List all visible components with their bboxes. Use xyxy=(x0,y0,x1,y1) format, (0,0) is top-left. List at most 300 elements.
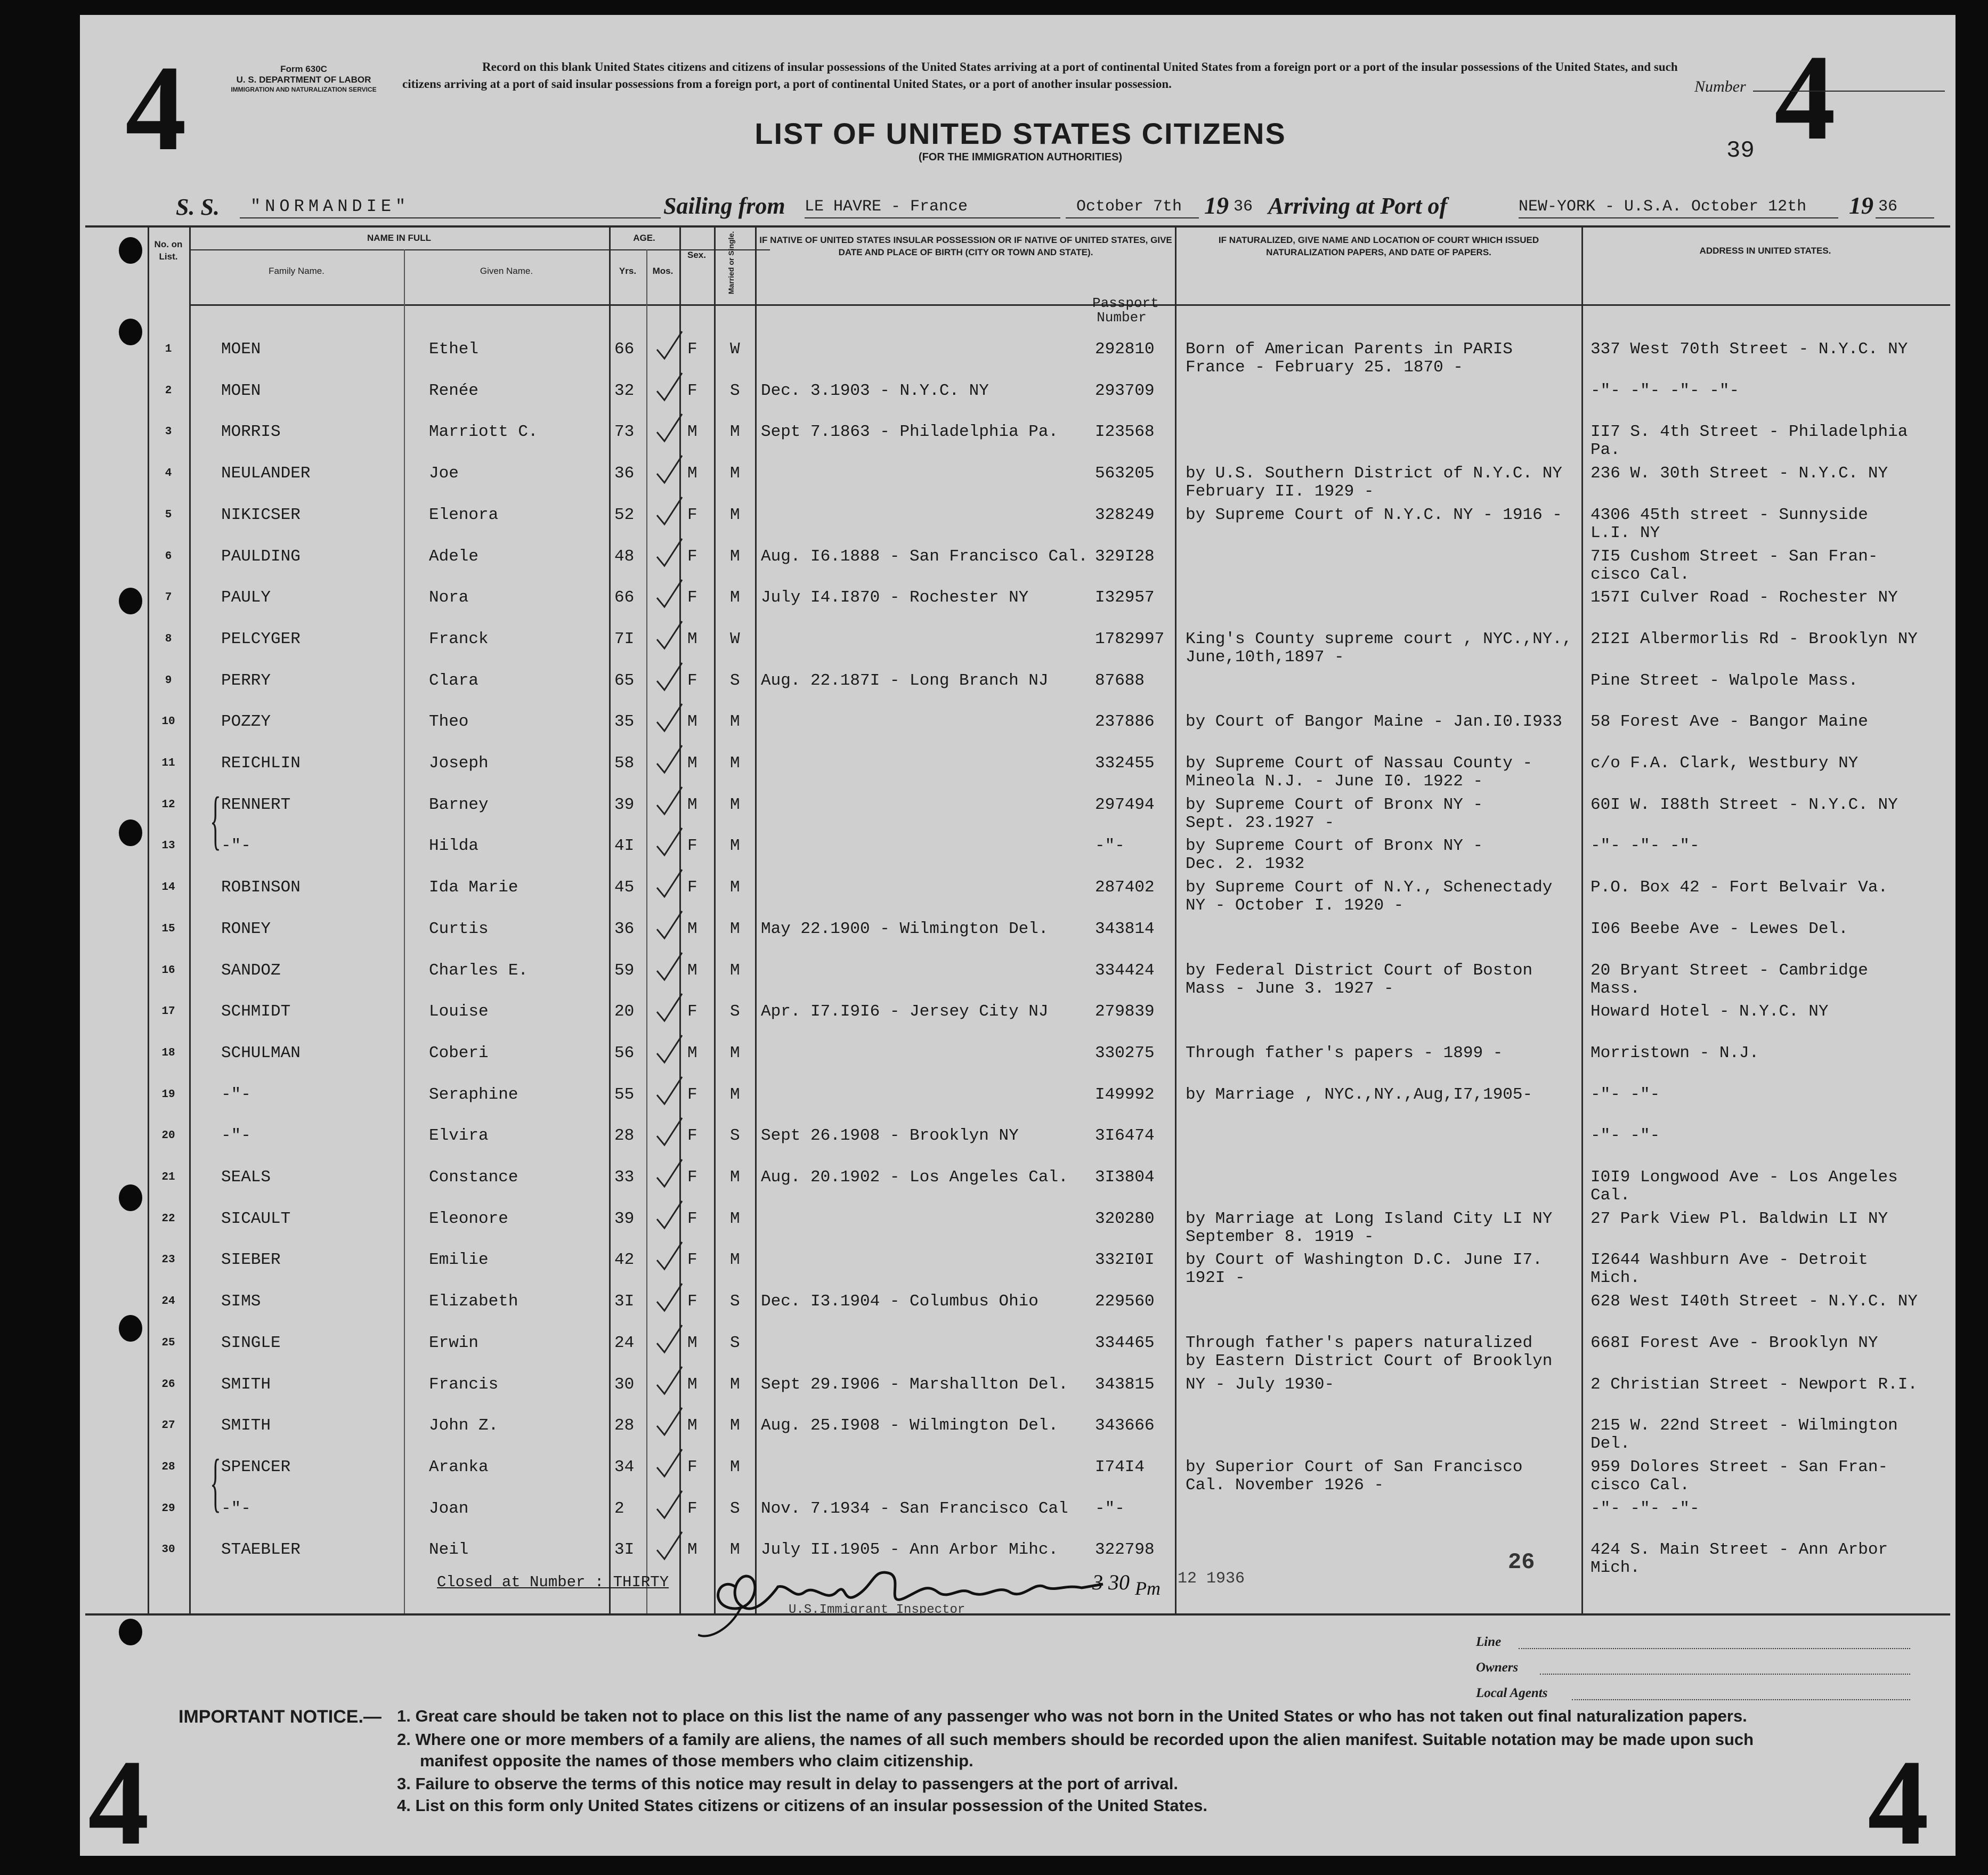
age-years: 28 xyxy=(614,1126,635,1146)
given-name: Marriott C. xyxy=(429,423,538,442)
address-line-1: 58 Forest Ave - Bangor Maine xyxy=(1591,712,1868,732)
sex: F xyxy=(687,1499,697,1518)
family-name: -"- xyxy=(221,1499,251,1518)
marital-status: S xyxy=(730,1292,740,1311)
family-name: MORRIS xyxy=(221,423,281,442)
address-line-1: 337 West 70th Street - N.Y.C. NY xyxy=(1591,340,1908,359)
family-name: RENNERT xyxy=(221,795,291,814)
naturalization-line-2: France - February 25. 1870 - xyxy=(1186,358,1463,377)
header-sex: Sex. xyxy=(687,250,706,260)
row-number: 28 xyxy=(161,1460,175,1473)
header-mos: Mos. xyxy=(652,266,674,276)
age-years: 30 xyxy=(614,1375,635,1394)
check-mark-icon xyxy=(653,1489,685,1521)
passport-number: 334424 xyxy=(1095,961,1155,980)
given-name: Charles E. xyxy=(429,961,529,980)
sex: M xyxy=(687,1043,697,1062)
birth-info: Aug. 20.1902 - Los Angeles Cal. xyxy=(761,1168,1068,1187)
marital-status: W xyxy=(730,340,740,359)
sex: M xyxy=(687,1540,697,1560)
naturalization-line-2: September 8. 1919 - xyxy=(1186,1227,1374,1246)
family-name: -"- xyxy=(221,1126,251,1146)
check-mark-icon xyxy=(653,867,685,899)
marital-status: M xyxy=(730,464,740,483)
header-address: ADDRESS IN UNITED STATES. xyxy=(1699,246,1831,256)
marital-status: S xyxy=(730,1499,740,1518)
sex: F xyxy=(687,1126,697,1146)
marital-status: M xyxy=(730,919,740,938)
given-name: Renée xyxy=(429,381,479,400)
passport-number: 3I3804 xyxy=(1095,1168,1155,1187)
passport-number: 87688 xyxy=(1095,671,1145,690)
marital-status: M xyxy=(730,712,740,732)
row-number: 12 xyxy=(161,798,175,811)
marital-status: M xyxy=(730,1457,740,1476)
marital-status: M xyxy=(730,588,740,607)
naturalization-line-1: by Supreme Court of N.Y.C. NY - 1916 - xyxy=(1186,505,1562,524)
from-port: LE HAVRE - France xyxy=(805,198,968,216)
depart-date: October 7th xyxy=(1076,198,1182,216)
family-name: SINGLE xyxy=(221,1333,281,1352)
check-mark-icon xyxy=(653,1116,685,1148)
check-mark-icon xyxy=(653,412,685,444)
given-name: Eleonore xyxy=(429,1209,508,1228)
address-line-1: -"- -"- xyxy=(1591,1126,1660,1146)
naturalization-line-1: Born of American Parents in PARIS xyxy=(1186,340,1513,359)
check-mark-icon xyxy=(653,1075,685,1107)
naturalization-line-2: Mass - June 3. 1927 - xyxy=(1186,979,1394,998)
family-name: -"- xyxy=(221,1085,251,1104)
notice-item-2-cont: manifest opposite the names of those members who claim citizenship. xyxy=(420,1751,973,1770)
marital-status: S xyxy=(730,1002,740,1021)
address-line-1: I2644 Washburn Ave - Detroit xyxy=(1591,1251,1868,1270)
naturalization-line-1: Through father's papers - 1899 - xyxy=(1186,1043,1503,1062)
family-name: NEULANDER xyxy=(221,464,311,483)
corner-mark-top-right: 4 xyxy=(1774,29,1836,165)
family-name: SMITH xyxy=(221,1416,271,1435)
family-brace: { xyxy=(210,1446,221,1519)
marital-status: W xyxy=(730,629,740,648)
address-line-1: 668I Forest Ave - Brooklyn NY xyxy=(1591,1333,1878,1352)
birth-info: Apr. I7.I9I6 - Jersey City NJ xyxy=(761,1002,1049,1021)
service: IMMIGRATION AND NATURALIZATION SERVICE xyxy=(231,85,377,93)
age-years: 66 xyxy=(614,588,635,607)
punch-hole xyxy=(119,1184,142,1211)
notice-item-1: 1. Great care should be taken not to place on this list the name of any passenger who was not born in the United States or who has not taken out final naturalization papers. xyxy=(397,1707,1747,1725)
family-name: PELCYGER xyxy=(221,629,301,648)
passport-number: 330275 xyxy=(1095,1043,1155,1062)
given-name: Joe xyxy=(429,464,459,483)
naturalization-line-1: by Marriage , NYC.,NY.,Aug,I7,1905- xyxy=(1186,1085,1533,1104)
naturalization-line-2: by Eastern District Court of Brooklyn xyxy=(1186,1351,1553,1370)
marital-status: M xyxy=(730,837,740,856)
age-years: 39 xyxy=(614,1209,635,1228)
age-years: 34 xyxy=(614,1457,635,1476)
year-prefix-arrive: 19 xyxy=(1849,192,1873,219)
check-mark-icon xyxy=(653,619,685,651)
birth-info: Aug. 22.187I - Long Branch NJ xyxy=(761,671,1049,690)
sex: M xyxy=(687,423,697,442)
given-name: Constance xyxy=(429,1168,518,1187)
family-brace: { xyxy=(210,783,221,856)
age-years: 48 xyxy=(614,547,635,566)
family-name: SCHULMAN xyxy=(221,1043,301,1062)
given-name: Seraphine xyxy=(429,1085,518,1104)
family-name: MOEN xyxy=(221,381,261,400)
page-title: LIST OF UNITED STATES CITIZENS xyxy=(754,117,1286,150)
header-married-or-single: Married or Single. xyxy=(727,231,735,295)
marital-status: M xyxy=(730,961,740,980)
age-years: 35 xyxy=(614,712,635,732)
row-number: 9 xyxy=(165,674,172,687)
age-years: 56 xyxy=(614,1043,635,1062)
given-name: Erwin xyxy=(429,1333,479,1352)
sex: M xyxy=(687,961,697,980)
manifest-sheet xyxy=(80,15,1955,1870)
sex: M xyxy=(687,1416,697,1435)
given-name: Elenora xyxy=(429,505,499,524)
check-mark-icon xyxy=(653,826,685,858)
corner-mark-bottom-left: 4 xyxy=(88,1734,149,1870)
punch-hole xyxy=(119,1619,142,1645)
page-count: 26 xyxy=(1508,1549,1535,1575)
address-line-1: Morristown - N.J. xyxy=(1591,1043,1759,1062)
row-number: 30 xyxy=(161,1544,175,1556)
address-line-1: II7 S. 4th Street - Philadelphia xyxy=(1591,423,1908,442)
address-line-1: 2 Christian Street - Newport R.I. xyxy=(1591,1375,1918,1394)
row-number: 18 xyxy=(161,1046,175,1059)
age-years: 24 xyxy=(614,1333,635,1352)
age-years: 33 xyxy=(614,1168,635,1187)
family-name: SPENCER xyxy=(221,1457,291,1476)
passport-number-label: Passport Number xyxy=(1092,295,1159,326)
row-number: 23 xyxy=(161,1254,175,1267)
check-mark-icon xyxy=(653,578,685,610)
sex: F xyxy=(687,1085,697,1104)
check-mark-icon xyxy=(653,1447,685,1479)
svg-text:Pm: Pm xyxy=(1135,1578,1161,1599)
corner-mark-top-left: 4 xyxy=(125,40,186,176)
punch-hole xyxy=(119,819,142,846)
address-line-1: I06 Beebe Ave - Lewes Del. xyxy=(1591,919,1848,938)
form-header xyxy=(213,64,394,93)
given-name: Adele xyxy=(429,547,479,566)
family-name: REICHLIN xyxy=(221,754,301,773)
age-years: 52 xyxy=(614,505,635,524)
address-line-2: cisco Cal. xyxy=(1591,565,1690,584)
header-birth-info: IF NATIVE OF UNITED STATES INSULAR POSSESSION OR IF NATIVE OF UNITED STATES, GIVE DATE AND PLACE OF BIRTH (CITY OR TOWN AND STATE). xyxy=(759,235,1172,257)
row-number: 6 xyxy=(165,550,172,563)
check-mark-icon xyxy=(653,951,685,983)
voyage-line xyxy=(176,177,1934,220)
svg-text:3 30: 3 30 xyxy=(1092,1570,1130,1594)
check-mark-icon xyxy=(653,1033,685,1065)
passport-number: -"- xyxy=(1095,837,1125,856)
passport-number: I74I4 xyxy=(1095,1457,1145,1476)
to-port: NEW-YORK - U.S.A. October 12th xyxy=(1519,198,1807,216)
owners-field-label: Owners xyxy=(1476,1660,1519,1675)
header-age: AGE. xyxy=(633,233,655,243)
address-line-1: 27 Park View Pl. Baldwin LI NY xyxy=(1591,1209,1888,1228)
row-number: 10 xyxy=(161,716,175,728)
notice-title: IMPORTANT NOTICE.— xyxy=(178,1707,382,1727)
birth-info: Sept 26.1908 - Brooklyn NY xyxy=(761,1126,1019,1146)
address-line-1: 20 Bryant Street - Cambridge xyxy=(1591,961,1868,980)
passport-number: 297494 xyxy=(1095,795,1155,814)
row-number: 20 xyxy=(161,1130,175,1142)
check-mark-icon xyxy=(653,453,685,485)
row-number: 29 xyxy=(161,1502,175,1515)
passport-number: 332455 xyxy=(1095,754,1155,773)
sex: F xyxy=(687,588,697,607)
number-line xyxy=(1753,91,1945,92)
passport-number: I49992 xyxy=(1095,1085,1155,1104)
row-number: 14 xyxy=(161,881,175,894)
passport-number: 287402 xyxy=(1095,878,1155,897)
inspector-label: U.S.Immigrant Inspector xyxy=(789,1603,965,1617)
given-name: Barney xyxy=(429,795,489,814)
row-number: 4 xyxy=(165,467,172,480)
table-top-border xyxy=(85,225,1950,228)
address-line-1: -"- -"- -"- xyxy=(1591,1499,1700,1518)
naturalization-line-2: February II. 1929 - xyxy=(1186,482,1374,501)
age-years: 73 xyxy=(614,423,635,442)
marital-status: M xyxy=(730,547,740,566)
naturalization-line-1: by Supreme Court of Nassau County - xyxy=(1186,754,1533,773)
address-line-1: 4306 45th street - Sunnyside xyxy=(1591,505,1868,524)
naturalization-line-1: by Supreme Court of Bronx NY - xyxy=(1186,795,1483,814)
agents-field-label: Local Agents xyxy=(1476,1686,1548,1700)
marital-status: M xyxy=(730,505,740,524)
page-subtitle: (FOR THE IMMIGRATION AUTHORITIES) xyxy=(918,151,1123,163)
birth-info: Dec. I3.1904 - Columbus Ohio xyxy=(761,1292,1038,1311)
age-years: 7I xyxy=(614,629,635,648)
sex: F xyxy=(687,878,697,897)
check-mark-icon xyxy=(653,1157,685,1189)
family-name: PAULY xyxy=(221,588,271,607)
given-name: Louise xyxy=(429,1002,489,1021)
given-name: Nora xyxy=(429,588,469,607)
department: U. S. DEPARTMENT OF LABOR xyxy=(236,75,371,85)
family-name: SIEBER xyxy=(221,1251,281,1270)
given-name: Coberi xyxy=(429,1043,489,1062)
family-name: NIKICSER xyxy=(221,505,301,524)
marital-status: M xyxy=(730,878,740,897)
check-mark-icon xyxy=(653,329,685,361)
naturalization-line-2: Cal. November 1926 - xyxy=(1186,1475,1384,1495)
naturalization-line-1: by Supreme Court of N.Y., Schenectady xyxy=(1186,878,1553,897)
family-name: SANDOZ xyxy=(221,961,281,980)
row-number: 15 xyxy=(161,922,175,935)
marital-status: M xyxy=(730,1375,740,1394)
row-number: 21 xyxy=(161,1171,175,1183)
header-given-name: Given Name. xyxy=(480,266,533,276)
age-years: 39 xyxy=(614,795,635,814)
row-number: 26 xyxy=(161,1378,175,1391)
header-family-name: Family Name. xyxy=(269,266,324,276)
family-name: -"- xyxy=(221,837,251,856)
sex: F xyxy=(687,1251,697,1270)
birth-info: Aug. I6.1888 - San Francisco Cal. xyxy=(761,547,1088,566)
passport-number: I23568 xyxy=(1095,423,1155,442)
age-years: 59 xyxy=(614,961,635,980)
marital-status: M xyxy=(730,1168,740,1187)
passport-number: 237886 xyxy=(1095,712,1155,732)
naturalization-line-2: June,10th,1897 - xyxy=(1186,647,1344,667)
row-number: 13 xyxy=(161,840,175,853)
row-number: 19 xyxy=(161,1088,175,1101)
address-line-1: 60I W. I88th Street - N.Y.C. NY xyxy=(1591,795,1898,814)
birth-info: Dec. 3.1903 - N.Y.C. NY xyxy=(761,381,989,400)
passport-number: 563205 xyxy=(1095,464,1155,483)
naturalization-line-1: NY - July 1930- xyxy=(1186,1375,1335,1394)
address-line-2: Mich. xyxy=(1591,1269,1641,1288)
row-number: 25 xyxy=(161,1336,175,1349)
passport-number: 343815 xyxy=(1095,1375,1155,1394)
marital-status: S xyxy=(730,671,740,690)
address-line-1: -"- -"- -"- xyxy=(1591,837,1700,856)
given-name: Elvira xyxy=(429,1126,489,1146)
marital-status: M xyxy=(730,423,740,442)
address-line-1: 236 W. 30th Street - N.Y.C. NY xyxy=(1591,464,1888,483)
row-number: 7 xyxy=(165,591,172,604)
passport-number: 343666 xyxy=(1095,1416,1155,1435)
passport-number: 334465 xyxy=(1095,1333,1155,1352)
check-mark-icon xyxy=(653,1406,685,1438)
passport-number: I32957 xyxy=(1095,588,1155,607)
age-years: 32 xyxy=(614,381,635,400)
age-years: 58 xyxy=(614,754,635,773)
marital-status: M xyxy=(730,754,740,773)
notice-item-2: 2. Where one or more members of a family are aliens, the names of all such members should be recorded upon the alien manifest. Suitable notation may be made upon such xyxy=(397,1730,1754,1749)
passport-number: 343814 xyxy=(1095,919,1155,938)
address-line-1: 7I5 Cushom Street - San Fran- xyxy=(1591,547,1878,566)
sex: F xyxy=(687,1457,697,1476)
closed-at-number: Closed at Number : THIRTY xyxy=(437,1573,669,1591)
age-years: 66 xyxy=(614,340,635,359)
row-number: 16 xyxy=(161,964,175,977)
row-number: 22 xyxy=(161,1212,175,1225)
check-mark-icon xyxy=(653,702,685,734)
check-mark-icon xyxy=(653,1530,685,1562)
address-line-1: 959 Dolores Street - San Fran- xyxy=(1591,1457,1888,1476)
check-mark-icon xyxy=(653,371,685,403)
age-years: 3I xyxy=(614,1292,635,1311)
sex: M xyxy=(687,1333,697,1352)
check-mark-icon xyxy=(653,1199,685,1231)
naturalization-line-1: King's County supreme court , NYC.,NY., xyxy=(1186,629,1572,648)
birth-info: Sept 29.I906 - Marshallton Del. xyxy=(761,1375,1068,1394)
naturalization-line-1: by Court of Washington D.C. June I7. xyxy=(1186,1251,1543,1270)
given-name: Joseph xyxy=(429,754,489,773)
address-line-1: 157I Culver Road - Rochester NY xyxy=(1591,588,1898,607)
family-name: MOEN xyxy=(221,340,261,359)
check-mark-icon xyxy=(653,1365,685,1397)
marital-status: M xyxy=(730,1251,740,1270)
naturalization-line-2: Mineola N.J. - June I0. 1922 - xyxy=(1186,772,1483,791)
address-line-2: Mich. xyxy=(1591,1559,1641,1578)
header-bottom-border xyxy=(189,304,1950,306)
row-number: 27 xyxy=(161,1419,175,1432)
naturalization-line-1: by U.S. Southern District of N.Y.C. NY xyxy=(1186,464,1562,483)
header-yrs: Yrs. xyxy=(619,266,637,276)
sheet-number: 39 xyxy=(1726,137,1755,164)
age-years: 28 xyxy=(614,1416,635,1435)
passport-number: 229560 xyxy=(1095,1292,1155,1311)
row-number: 8 xyxy=(165,632,172,645)
form-number: Form 630C xyxy=(280,64,327,74)
age-years: 45 xyxy=(614,878,635,897)
family-name: PAULDING xyxy=(221,547,301,566)
sex: M xyxy=(687,1375,697,1394)
marital-status: M xyxy=(730,1209,740,1228)
age-years: 36 xyxy=(614,919,635,938)
sex: F xyxy=(687,381,697,400)
address-line-1: 424 S. Main Street - Ann Arbor xyxy=(1591,1540,1888,1560)
marital-status: M xyxy=(730,1085,740,1104)
header-no-on-list: No. on List. xyxy=(154,239,183,262)
address-line-1: P.O. Box 42 - Fort Belvair Va. xyxy=(1591,878,1888,897)
age-years: 42 xyxy=(614,1251,635,1270)
passport-number: 322798 xyxy=(1095,1540,1155,1560)
sex: F xyxy=(687,340,697,359)
sex: M xyxy=(687,795,697,814)
row-number: 17 xyxy=(161,1005,175,1018)
punch-hole xyxy=(119,1315,142,1342)
sex: F xyxy=(687,505,697,524)
row-number: 11 xyxy=(161,757,175,769)
age-years: 55 xyxy=(614,1085,635,1104)
address-line-2: Del. xyxy=(1591,1434,1630,1454)
check-mark-icon xyxy=(653,909,685,941)
family-name: ROBINSON xyxy=(221,878,301,897)
address-line-1: Pine Street - Walpole Mass. xyxy=(1591,671,1859,690)
given-name: Francis xyxy=(429,1375,499,1394)
depart-year: 36 xyxy=(1234,198,1253,216)
stamp-date: 12 1936 xyxy=(1178,1570,1245,1588)
row-number: 2 xyxy=(165,384,172,397)
given-name: Elizabeth xyxy=(429,1292,518,1311)
given-name: Joan xyxy=(429,1499,469,1518)
marital-status: S xyxy=(730,1126,740,1146)
birth-info: July II.1905 - Ann Arbor Mihc. xyxy=(761,1540,1059,1560)
marital-status: S xyxy=(730,381,740,400)
given-name: John Z. xyxy=(429,1416,499,1435)
given-name: Hilda xyxy=(429,837,479,856)
marital-status: M xyxy=(730,1043,740,1062)
check-mark-icon xyxy=(653,495,685,527)
check-mark-icon xyxy=(653,992,685,1024)
check-mark-icon xyxy=(653,743,685,775)
naturalization-line-1: by Superior Court of San Francisco xyxy=(1186,1457,1523,1476)
sex: F xyxy=(687,1002,697,1021)
age-years: 36 xyxy=(614,464,635,483)
year-prefix-depart: 19 xyxy=(1204,192,1229,219)
header-naturalized-info: IF NATURALIZED, GIVE NAME AND LOCATION OF COURT WHICH ISSUED NATURALIZATION PAPERS, AND DATE OF PAPERS. xyxy=(1218,235,1539,257)
naturalization-line-1: by Marriage at Long Island City LI NY xyxy=(1186,1209,1553,1228)
marital-status: M xyxy=(730,1540,740,1560)
given-name: Ida Marie xyxy=(429,878,518,897)
sex: M xyxy=(687,464,697,483)
naturalization-line-2: NY - October I. 1920 - xyxy=(1186,896,1404,915)
given-name: Clara xyxy=(429,671,479,690)
sex: F xyxy=(687,837,697,856)
address-line-1: -"- -"- -"- -"- xyxy=(1591,381,1740,400)
birth-info: May 22.1900 - Wilmington Del. xyxy=(761,919,1049,938)
family-name: PERRY xyxy=(221,671,271,690)
birth-info: Sept 7.1863 - Philadelphia Pa. xyxy=(761,423,1059,442)
notice-item-4: 4. List on this form only United States citizens or citizens of an insular possession of the United States. xyxy=(397,1796,1207,1815)
